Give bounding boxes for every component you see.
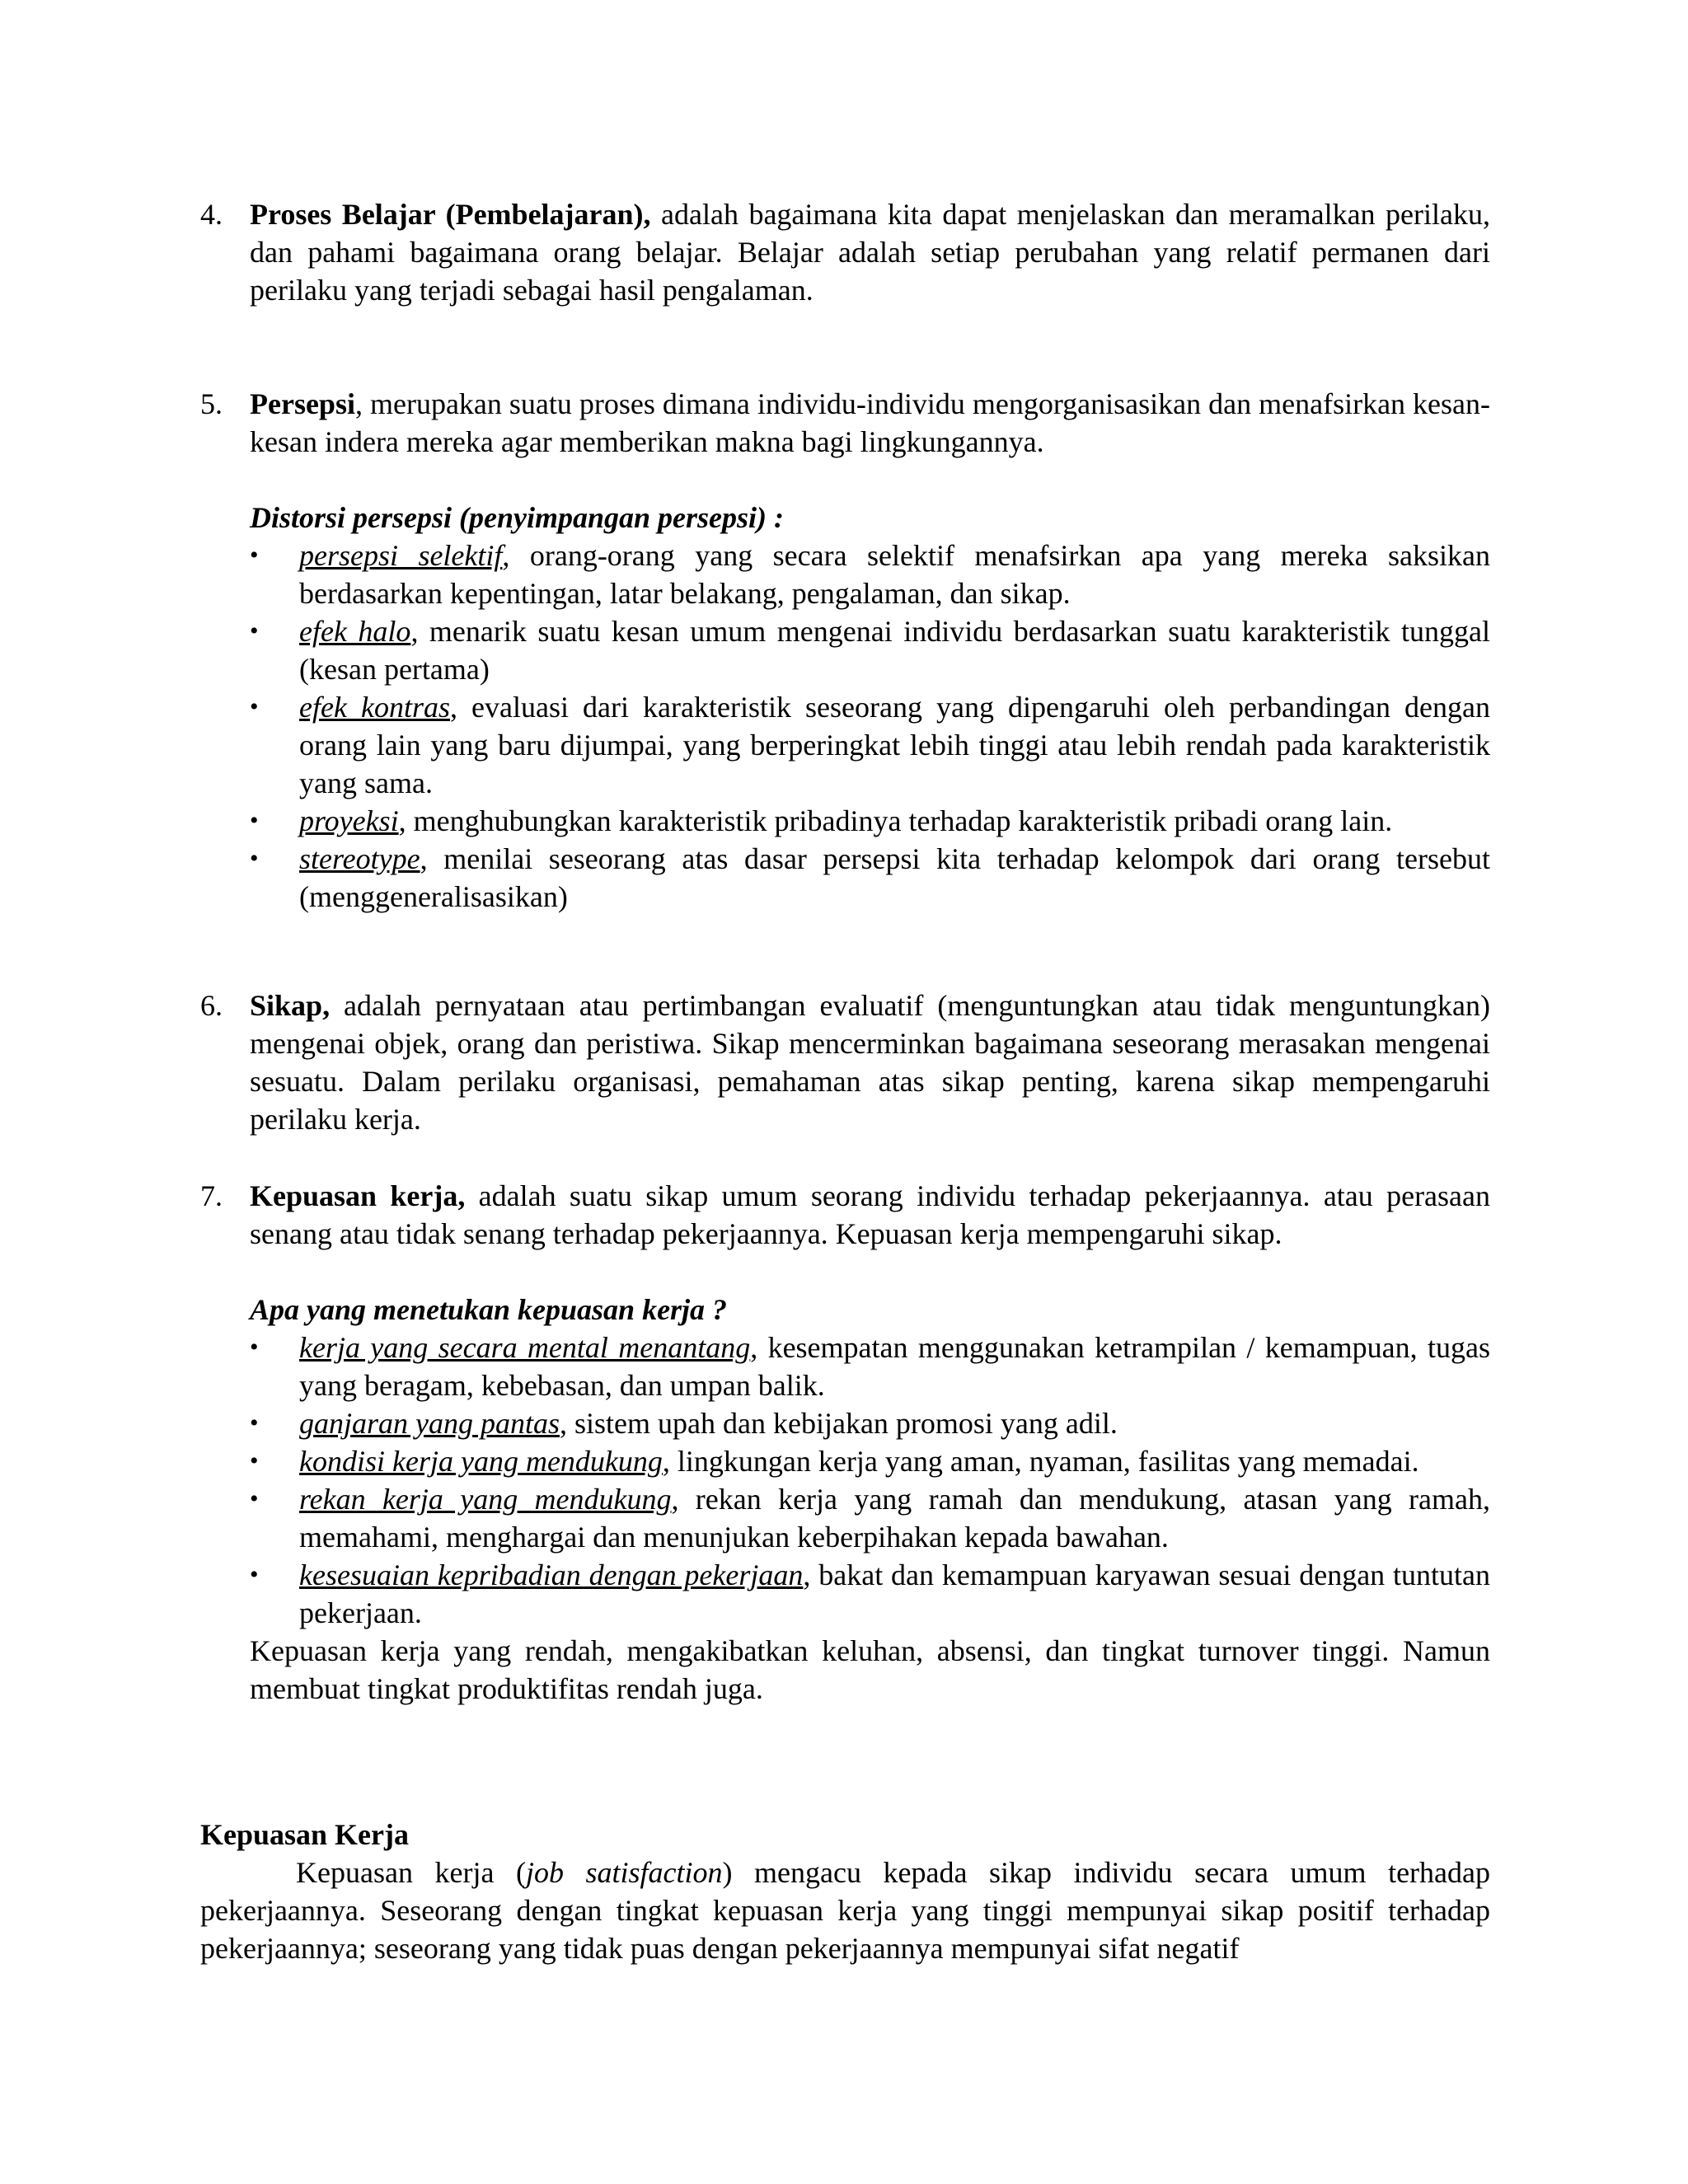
bullet-icon: •	[250, 807, 259, 834]
subheading: Distorsi persepsi (penyimpangan persepsi) :	[250, 501, 784, 534]
bullet-term: efek halo	[299, 615, 411, 648]
item-title: Proses Belajar (Pembelajaran),	[250, 198, 651, 231]
list-number: 7.	[200, 1179, 223, 1212]
bullet-text: , bakat dan kemampuan karyawan sesuai dengan tuntutan pekerjaan.	[299, 1558, 1491, 1629]
bullet-item	[250, 1404, 1490, 1442]
item-text: adalah pernyataan atau pertimbangan evaluatif (menguntungkan atau tidak menguntungkan) mengenai objek, orang dan peristiwa. Sikap mencerminkan bagaimana seseorang merasakan mengenai sesuatu. Dalam perilaku organisasi, pemahaman atas sikap penting, karena sikap mempengaruhi perilaku kerja.	[250, 989, 1490, 1136]
bullet-text: , kesempatan menggunakan ketrampilan / kemampuan, tugas yang beragam, kebebasan, dan umpan balik.	[299, 1331, 1490, 1402]
bullet-term: proyeksi	[299, 804, 399, 837]
bullet-term: kesesuaian kepribadian dengan pekerjaan	[299, 1558, 804, 1591]
bullet-term: kerja yang secara mental menantang	[299, 1331, 751, 1364]
list-number: 6.	[200, 989, 223, 1022]
item-text: , merupakan suatu proses dimana individu-individu mengorganisasikan dan menafsirkan kesan-kesan indera mereka agar memberikan makna bagi lingkungannya.	[250, 387, 1490, 458]
bullet-item	[250, 840, 1490, 916]
item-title: Sikap,	[250, 989, 331, 1022]
bullet-item	[250, 1442, 1490, 1480]
bullet-icon: •	[250, 1333, 259, 1361]
bullet-item	[250, 537, 1490, 612]
list-item-7	[200, 1177, 1490, 1708]
list-item-5-body	[200, 385, 1490, 461]
item-text: adalah bagaimana kita dapat menjelaskan dan meramalkan perilaku, dan pahami bagaimana orang belajar. Belajar adalah setiap perubahan yang relatif permanen dari perilaku yang terjadi sebagai hasil pengalaman.	[250, 198, 1490, 307]
section-title: Kepuasan Kerja	[200, 1818, 410, 1851]
bullet-list	[200, 537, 1490, 916]
bullet-text: , menghubungkan karakteristik pribadinya terhadap karakteristik pribadi orang lain.	[398, 804, 1393, 837]
bullet-icon: •	[250, 617, 259, 644]
bullet-icon: •	[250, 1447, 259, 1474]
bullet-term: ganjaran yang pantas	[299, 1407, 560, 1440]
bullet-icon: •	[250, 1485, 259, 1512]
bullet-icon: •	[250, 693, 259, 720]
bullet-icon: •	[250, 1561, 259, 1588]
bullet-term: rekan kerja yang mendukung	[299, 1483, 672, 1516]
bullet-item	[250, 1329, 1490, 1404]
bullet-icon: •	[250, 1409, 259, 1436]
bullet-term: kondisi kerja yang mendukung	[299, 1445, 663, 1478]
bullet-text: , orang-orang yang secara selektif menafsirkan apa yang mereka saksikan berdasarkan kepentingan, latar belakang, pengalaman, dan sikap.	[299, 539, 1490, 610]
bullet-term: efek kontras	[299, 691, 450, 724]
item-title: Kepuasan kerja,	[250, 1179, 466, 1212]
bullet-text: , sistem upah dan kebijakan promosi yang adil.	[560, 1407, 1118, 1440]
bullet-item	[250, 612, 1490, 688]
section-paragraph	[200, 1854, 1490, 1967]
bullet-text: , lingkungan kerja yang aman, nyaman, fasilitas yang memadai.	[662, 1445, 1419, 1478]
list-item-7-body	[200, 1177, 1490, 1253]
bullet-list	[200, 1329, 1490, 1632]
para-rest: ) mengacu kepada sikap individu secara umum terhadap pekerjaannya. Seseorang dengan tingkat kepuasan kerja yang tinggi mempunyai sikap positif terhadap pekerjaannya; seseorang yang tidak puas dengan pekerjaannya mempunyai sifat negatif	[200, 1856, 1491, 1965]
bullet-icon: •	[250, 541, 259, 569]
section-kepuasan-kerja	[200, 1816, 1490, 1967]
list-item-5	[200, 385, 1490, 916]
item-text: adalah suatu sikap umum seorang individu terhadap pekerjaannya. atau perasaan senang atau tidak senang terhadap pekerjaannya. Kepuasan kerja mempengaruhi sikap.	[250, 1179, 1491, 1250]
list-item-6	[200, 987, 1490, 1138]
item-title: Persepsi	[250, 387, 355, 420]
bullet-item	[250, 802, 1490, 840]
list-number: 4.	[200, 198, 223, 231]
para-start: Kepuasan kerja (	[296, 1856, 526, 1889]
bullet-icon: •	[250, 845, 259, 872]
bullet-text: , menilai seseorang atas dasar persepsi kita terhadap kelompok dari orang tersebut (menggeneralisasikan)	[299, 842, 1490, 913]
list-item-4	[200, 195, 1490, 309]
bullet-item	[250, 688, 1490, 802]
bullet-text: , evaluasi dari karakteristik seseorang yang dipengaruhi oleh perbandingan dengan orang lain yang baru dijumpai, yang berperingkat lebih tinggi atau lebih rendah pada karakteristik yang sama.	[299, 691, 1490, 799]
list-item-4-body	[200, 195, 1490, 309]
bullet-text: , menarik suatu kesan umum mengenai individu berdasarkan suatu karakteristik tunggal (kesan pertama)	[299, 615, 1490, 686]
bullet-text: , rekan kerja yang ramah dan mendukung, atasan yang ramah, memahami, menghargai dan menunjukan keberpihakan kepada bawahan.	[299, 1483, 1490, 1554]
subheading: Apa yang menetukan kepuasan kerja ?	[250, 1293, 728, 1326]
bullet-item	[250, 1480, 1490, 1556]
list-item-6-body	[200, 987, 1490, 1138]
bullet-term: persepsi selektif	[299, 539, 503, 572]
closing-paragraph: Kepuasan kerja yang rendah, mengakibatkan keluhan, absensi, dan tingkat turnover tinggi. Namun membuat tingkat produktifitas rendah juga.	[250, 1634, 1490, 1705]
bullet-term: stereotype	[299, 842, 420, 875]
bullet-item	[250, 1556, 1490, 1632]
para-term: job satisfaction	[525, 1856, 723, 1889]
list-number: 5.	[200, 387, 223, 420]
